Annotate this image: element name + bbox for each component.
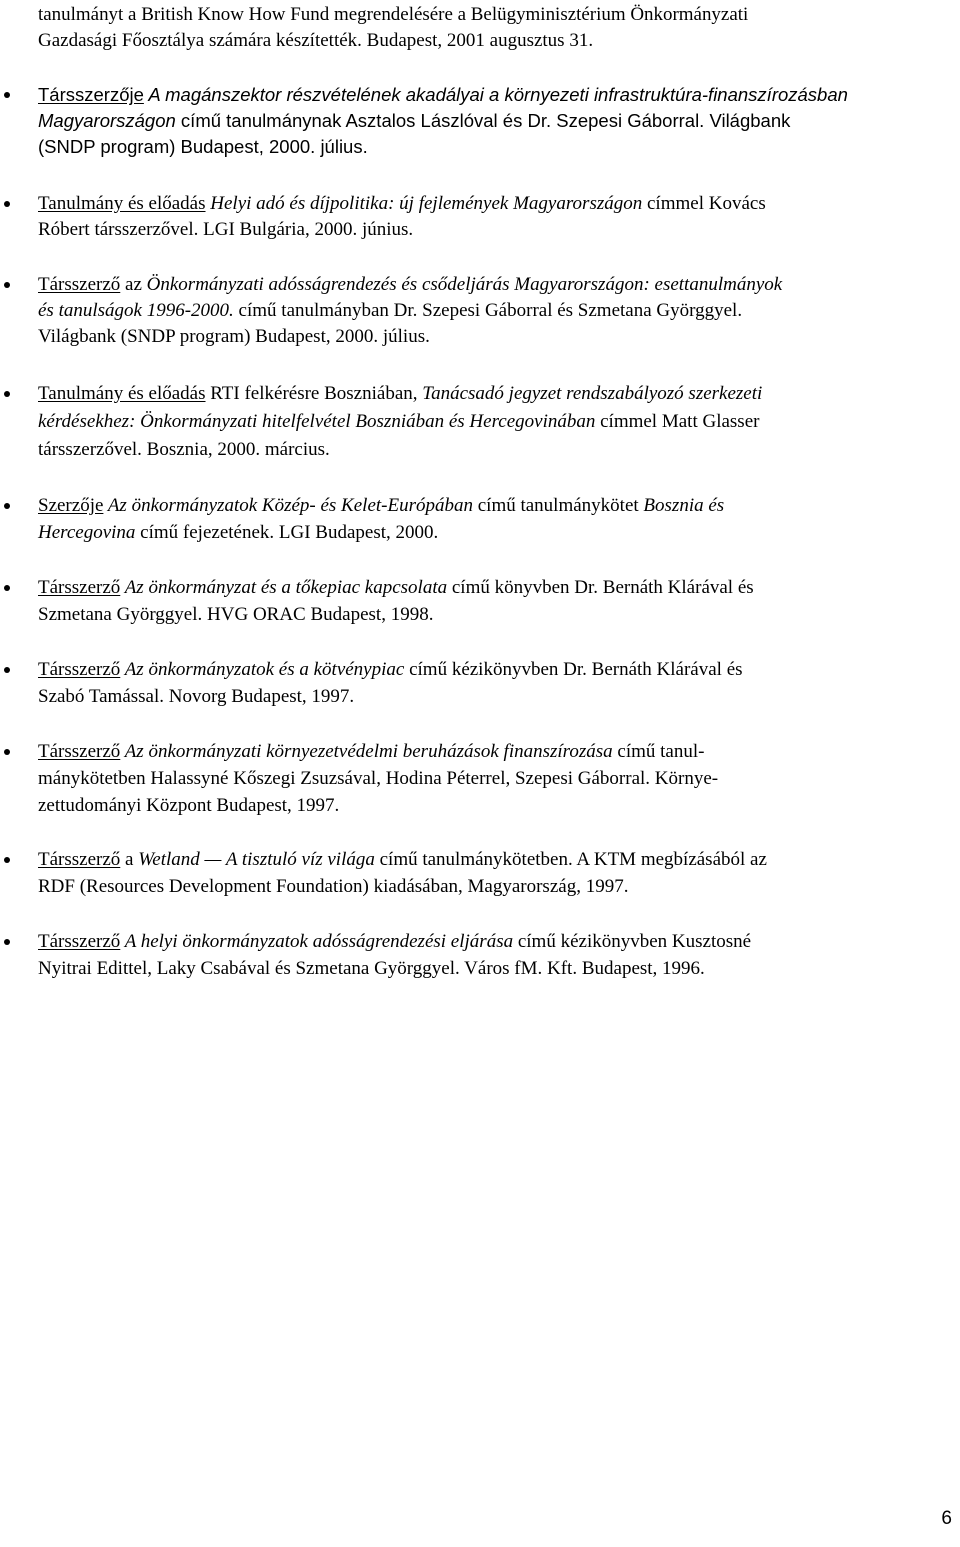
list-item-4-line-1 bbox=[38, 493, 724, 519]
item-9-role: Társszerző bbox=[38, 931, 121, 952]
bullet-icon bbox=[4, 667, 10, 673]
list-item-7-line-3 bbox=[38, 793, 339, 819]
intro-text-1: tanulmányt a British Know How Fund megrendelésére a Belügyminisztérium Önkormányzati bbox=[38, 4, 749, 25]
item-5-title: Az önkormányzat és a tőkepiac kapcsolata bbox=[120, 577, 448, 598]
list-item-3-line-3 bbox=[38, 437, 330, 463]
item-2-text-3: Világbank (SNDP program) Budapest, 2000. július. bbox=[38, 326, 430, 347]
item-2-text-2: című tanulmányban Dr. Szepesi Gáborral és Szmetana Györggyel. bbox=[233, 300, 743, 321]
item-1-role: Tanulmány és előadás bbox=[38, 193, 206, 214]
item-0-title: A magánszektor részvételének akadályai a környezeti infrastruktúra-finanszírozásban bbox=[143, 84, 848, 105]
list-item-8-line-2 bbox=[38, 874, 628, 900]
item-7-text-2: mánykötetben Halassyné Kőszegi Zsuzsával, Hodina Péterrel, Szepesi Gáborral. Környe- bbox=[38, 768, 719, 789]
bullet-icon bbox=[4, 585, 10, 591]
list-item-0-line-2 bbox=[38, 108, 790, 134]
item-0-title-cont: Magyarországon bbox=[38, 110, 176, 131]
item-1-title: Helyi adó és díjpolitika: új fejlemények Magyarországon bbox=[205, 193, 643, 214]
bullet-icon bbox=[4, 391, 10, 397]
list-item-2-line-3 bbox=[38, 324, 430, 350]
item-4-title: Az önkormányzatok Közép- és Kelet-Európában bbox=[103, 495, 473, 516]
item-5-text: című könyvben Dr. Bernáth Klárával és bbox=[447, 577, 754, 598]
item-3-role: Tanulmány és előadás bbox=[38, 383, 206, 404]
item-1-text: címmel Kovács bbox=[642, 193, 766, 214]
item-7-text-3: zettudományi Központ Budapest, 1997. bbox=[38, 795, 340, 816]
item-6-role: Társszerző bbox=[38, 659, 121, 680]
list-item-2-line-2 bbox=[38, 298, 742, 324]
item-3-title-cont: kérdésekhez: Önkormányzati hitelfelvétel Boszniában és Hercegovinában bbox=[38, 411, 596, 432]
item-7-text: című tanul- bbox=[612, 741, 705, 762]
item-1-text-2: Róbert társszerzővel. LGI Bulgária, 2000. június. bbox=[38, 219, 414, 240]
list-item-8-line-1 bbox=[38, 847, 767, 873]
item-9-text-2: Nyitrai Edittel, Laky Csabával és Szmetana Györggyel. Város fM. Kft. Budapest, 1996. bbox=[38, 958, 705, 979]
intro-line-2 bbox=[38, 28, 593, 54]
item-8-title: Wetland — A tisztuló víz világa bbox=[138, 849, 375, 870]
intro-line-1 bbox=[38, 2, 954, 28]
bullet-icon bbox=[4, 857, 10, 863]
item-4-text-2: című fejezetének. LGI Budapest, 2000. bbox=[135, 522, 439, 543]
list-item-1-line-1 bbox=[38, 191, 766, 217]
list-item-6-line-2 bbox=[38, 684, 354, 710]
list-item-3-line-1 bbox=[38, 381, 762, 407]
item-8-text: a bbox=[120, 849, 139, 870]
bullet-icon bbox=[4, 282, 10, 288]
item-3-text: RTI felkérésre Boszniában, bbox=[205, 383, 423, 404]
list-item-0-line-3 bbox=[38, 134, 368, 160]
item-5-role: Társszerző bbox=[38, 577, 121, 598]
item-5-text-2: Szmetana Györggyel. HVG ORAC Budapest, 1998. bbox=[38, 604, 434, 625]
item-4-title-2: Bosznia és bbox=[643, 495, 725, 516]
bullet-icon bbox=[4, 92, 10, 98]
list-item-4-line-2 bbox=[38, 520, 438, 546]
list-item-9-line-1 bbox=[38, 929, 751, 955]
item-0-text: című tanulmánynak Asztalos Lászlóval és Dr. Szepesi Gáborral. Világbank bbox=[175, 110, 791, 131]
item-2-text: az bbox=[120, 274, 147, 295]
list-item-9-line-2 bbox=[38, 956, 705, 982]
item-8-role: Társszerző bbox=[38, 849, 121, 870]
bullet-icon bbox=[4, 201, 10, 207]
item-2-title: Önkormányzati adósságrendezés és csődeljárás Magyarországon: esettanulmányok bbox=[146, 274, 783, 295]
list-item-5-line-2 bbox=[38, 602, 433, 628]
list-item-0-line-1 bbox=[38, 82, 848, 108]
item-2-role: Társszerző bbox=[38, 274, 121, 295]
bullet-icon bbox=[4, 939, 10, 945]
list-item-5-line-1 bbox=[38, 575, 754, 601]
item-0-role: Társszerzője bbox=[38, 84, 144, 105]
item-7-title: Az önkormányzati környezetvédelmi beruházások finanszírozása bbox=[120, 741, 613, 762]
item-9-text: című kézikönyvben Kusztosné bbox=[513, 931, 752, 952]
item-3-text-2: címmel Matt Glasser bbox=[595, 411, 760, 432]
item-6-text: című kézikönyvben Dr. Bernáth Klárával és bbox=[404, 659, 743, 680]
item-7-role: Társszerző bbox=[38, 741, 121, 762]
item-8-text-2: RDF (Resources Development Foundation) kiadásában, Magyarország, 1997. bbox=[38, 876, 629, 897]
item-0-text-3: (SNDP program) Budapest, 2000. július. bbox=[38, 136, 368, 157]
list-item-3-line-2 bbox=[38, 409, 759, 435]
bullet-icon bbox=[4, 749, 10, 755]
intro-text-2: Gazdasági Főosztálya számára készítették. Budapest, 2001 augusztus 31. bbox=[38, 30, 594, 51]
item-3-text-3: társszerzővel. Bosznia, 2000. március. bbox=[38, 439, 330, 460]
list-item-7-line-2 bbox=[38, 766, 718, 792]
list-item-7-line-1 bbox=[38, 739, 704, 765]
item-2-title-cont: és tanulságok 1996-2000. bbox=[38, 300, 234, 321]
item-4-role: Szerzője bbox=[38, 495, 104, 516]
page-number: 6 bbox=[941, 1508, 952, 1529]
item-6-text-2: Szabó Tamással. Novorg Budapest, 1997. bbox=[38, 686, 355, 707]
list-item-2-line-1 bbox=[38, 272, 782, 298]
list-item-6-line-1 bbox=[38, 657, 743, 683]
bullet-icon bbox=[4, 503, 10, 509]
item-4-title-cont: Hercegovina bbox=[38, 522, 136, 543]
list-item-1-line-2 bbox=[38, 217, 413, 243]
item-6-title: Az önkormányzatok és a kötvénypiac bbox=[120, 659, 405, 680]
item-4-text: című tanulmánykötet bbox=[472, 495, 644, 516]
item-3-title: Tanácsadó jegyzet rendszabályozó szerkezeti bbox=[422, 383, 763, 404]
item-9-title: A helyi önkormányzatok adósságrendezési eljárása bbox=[120, 931, 514, 952]
item-8-text-b: című tanulmánykötetben. A KTM megbízásából az bbox=[374, 849, 767, 870]
